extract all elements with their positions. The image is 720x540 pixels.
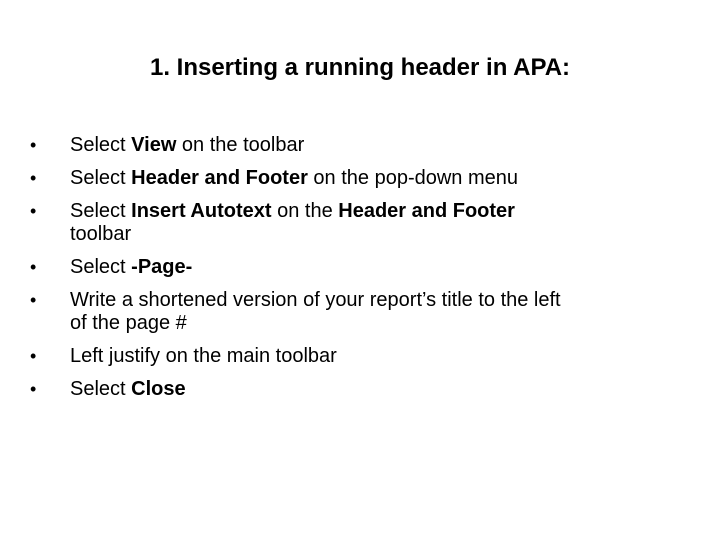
bullet-item	[30, 284, 690, 340]
bullet-text: of the page #	[70, 312, 187, 334]
bullet-text: Select	[70, 167, 132, 189]
bullet-text: on the	[271, 200, 339, 222]
bullet-item	[30, 373, 690, 406]
bullet-line	[70, 162, 690, 195]
bullet-list	[30, 129, 690, 406]
bullet-item	[30, 162, 690, 195]
bullet-text: on the toolbar	[176, 134, 305, 156]
bold-term: Close	[131, 378, 186, 400]
bullet-text: Select	[70, 200, 132, 222]
bullet-line	[70, 251, 690, 284]
bullet-item	[30, 129, 690, 162]
bullet-text: toolbar	[70, 223, 132, 245]
bullet-line	[70, 340, 690, 373]
bullet-text: Select	[70, 378, 132, 400]
bullet-text: Left justify on the main toolbar	[70, 345, 337, 367]
bold-term: View	[131, 134, 177, 156]
bold-term: Header and Footer	[131, 167, 308, 189]
bullet-item	[30, 251, 690, 284]
bullet-line	[70, 373, 690, 406]
bullet-text: on the pop-down menu	[307, 167, 519, 189]
bold-term: -Page-	[131, 256, 193, 278]
bold-term: Insert Autotext	[131, 200, 272, 222]
bullet-line	[70, 129, 690, 162]
bullet-text: Select	[70, 134, 132, 156]
bold-term: Header and Footer	[338, 200, 515, 222]
slide-title: 1. Inserting a running header in APA:	[149, 54, 571, 81]
bullet-text: Write a shortened version of your report’s title to the left	[70, 289, 561, 311]
bullet-item	[30, 340, 690, 373]
bullet-item	[30, 195, 690, 251]
bullet-text: Select	[70, 256, 132, 278]
